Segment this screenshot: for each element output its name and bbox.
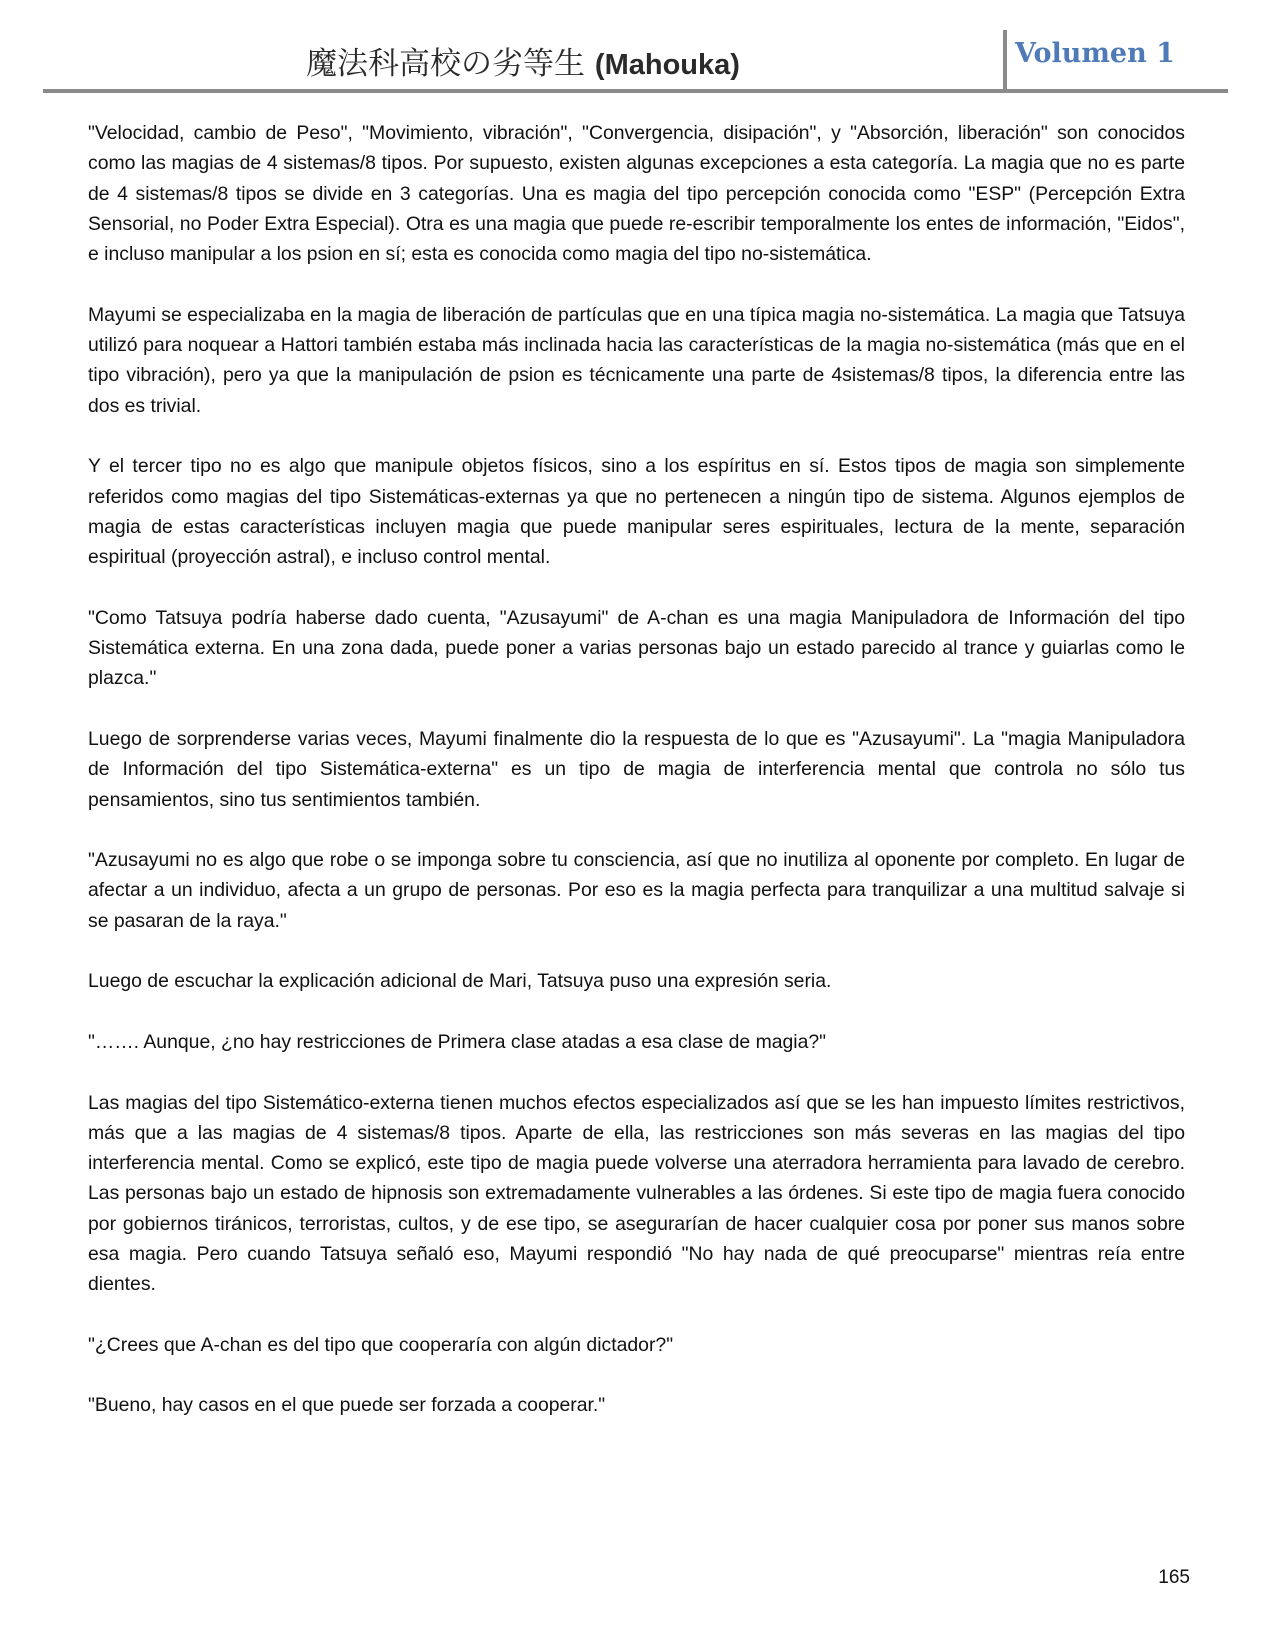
paragraph: "Velocidad, cambio de Peso", "Movimiento, vibración", "Convergencia, disipación", y "Absorción, liberación" son conocidos como las magias de 4 sistemas/8 tipos. Por supuesto, existen algunas excepciones a esta categoría. La magia que no es parte de 4 sistemas/8 tipos se divide en 3 categorías. Una es magia del tipo percepción conocida como "ESP" (Percepción Extra Sensorial, no Poder Extra Especial). Otra es una magia que puede re-escribir temporalmente los entes de información, "Eidos", e incluso manipular a los psion en sí; esta es conocida como magia del tipo no-sistemática. <box>88 122 1185 266</box>
body-text <box>88 118 1185 1451</box>
page-number: 165 <box>1158 1567 1190 1588</box>
paragraph: "Bueno, hay casos en el que puede ser forzada a cooperar." <box>88 1394 606 1417</box>
paragraph: "……. Aunque, ¿no hay restricciones de Primera clase atadas a esa clase de magia?" <box>88 1030 827 1053</box>
book-title <box>43 38 1003 83</box>
paragraph: "Como Tatsuya podría haberse dado cuenta, "Azusayumi" de A-chan es una magia Manipuladora de Información del tipo Sistemática externa. En una zona dada, puede poner a varias personas bajo un estado parecido al trance y guiarlas como le plazca." <box>88 606 1185 690</box>
paragraph: Luego de sorprenderse varias veces, Mayumi finalmente dio la respuesta de lo que es "Azusayumi". La "magia Manipuladora de Información del tipo Sistemática-externa" es un tipo de magia de interferencia mental que controla no sólo tus pensamientos, sino tus sentimientos también. <box>88 727 1185 811</box>
page-header <box>43 28 1228 94</box>
paragraph: Luego de escuchar la explicación adicional de Mari, Tatsuya puso una expresión seria. <box>88 970 832 993</box>
paragraph: Mayumi se especializaba en la magia de liberación de partículas que en una típica magia no-sistemática. La magia que Tatsuya utilizó para noquear a Hattori también estaba más inclinada hacia las características de la magia no-sistemática (más que en el tipo vibración), pero ya que la manipulación de psion es técnicamente una parte de 4sistemas/8 tipos, la diferencia entre las dos es trivial. <box>88 303 1185 417</box>
paragraph: "¿Crees que A-chan es del tipo que cooperaría con algún dictador?" <box>88 1333 674 1356</box>
paragraph: Las magias del tipo Sistemático-externa tienen muchos efectos especializados así que se les han impuesto límites restrictivos, más que a las magias de 4 sistemas/8 tipos. Aparte de ella, las restricciones son más severas en las magias del tipo interferencia mental. Como se explicó, este tipo de magia puede volverse una aterradora herramienta para lavado de cerebro. Las personas bajo un estado de hipnosis son extremadamente vulnerables a las órdenes. Si este tipo de magia fuera conocido por gobiernos tiránicos, terroristas, cultos, y de ese tipo, se asegurarían de hacer cualquier cosa por poner sus manos sobre esa magia. Pero cuando Tatsuya señaló eso, Mayumi respondió "No hay nada de qué preocuparse" mientras reía entre dientes. <box>88 1091 1185 1296</box>
book-title-latin: (Mahouka) <box>594 49 740 81</box>
volume-label: Volumen 1 <box>1015 38 1175 69</box>
book-title-japanese: 魔法科高校の劣等生 <box>306 46 586 82</box>
paragraph: Y el tercer tipo no es algo que manipule objetos físicos, sino a los espíritus en sí. Estos tipos de magia son simplemente referidos como magias del tipo Sistemáticas-externas ya que no pertenecen a ningún tipo de sistema. Algunos ejemplos de magia de estas características incluyen magia que puede manipular seres espirituales, lectura de la mente, separación espiritual (proyección astral), e incluso control mental. <box>88 455 1185 569</box>
paragraph: "Azusayumi no es algo que robe o se imponga sobre tu consciencia, así que no inutiliza al oponente por completo. En lugar de afectar a un individuo, afecta a un grupo de personas. Por eso es la magia perfecta para tranquilizar a una multitud salvaje si se pasaran de la raya." <box>88 849 1185 932</box>
header-horizontal-rule <box>43 89 1228 93</box>
header-vertical-divider <box>1003 30 1007 92</box>
